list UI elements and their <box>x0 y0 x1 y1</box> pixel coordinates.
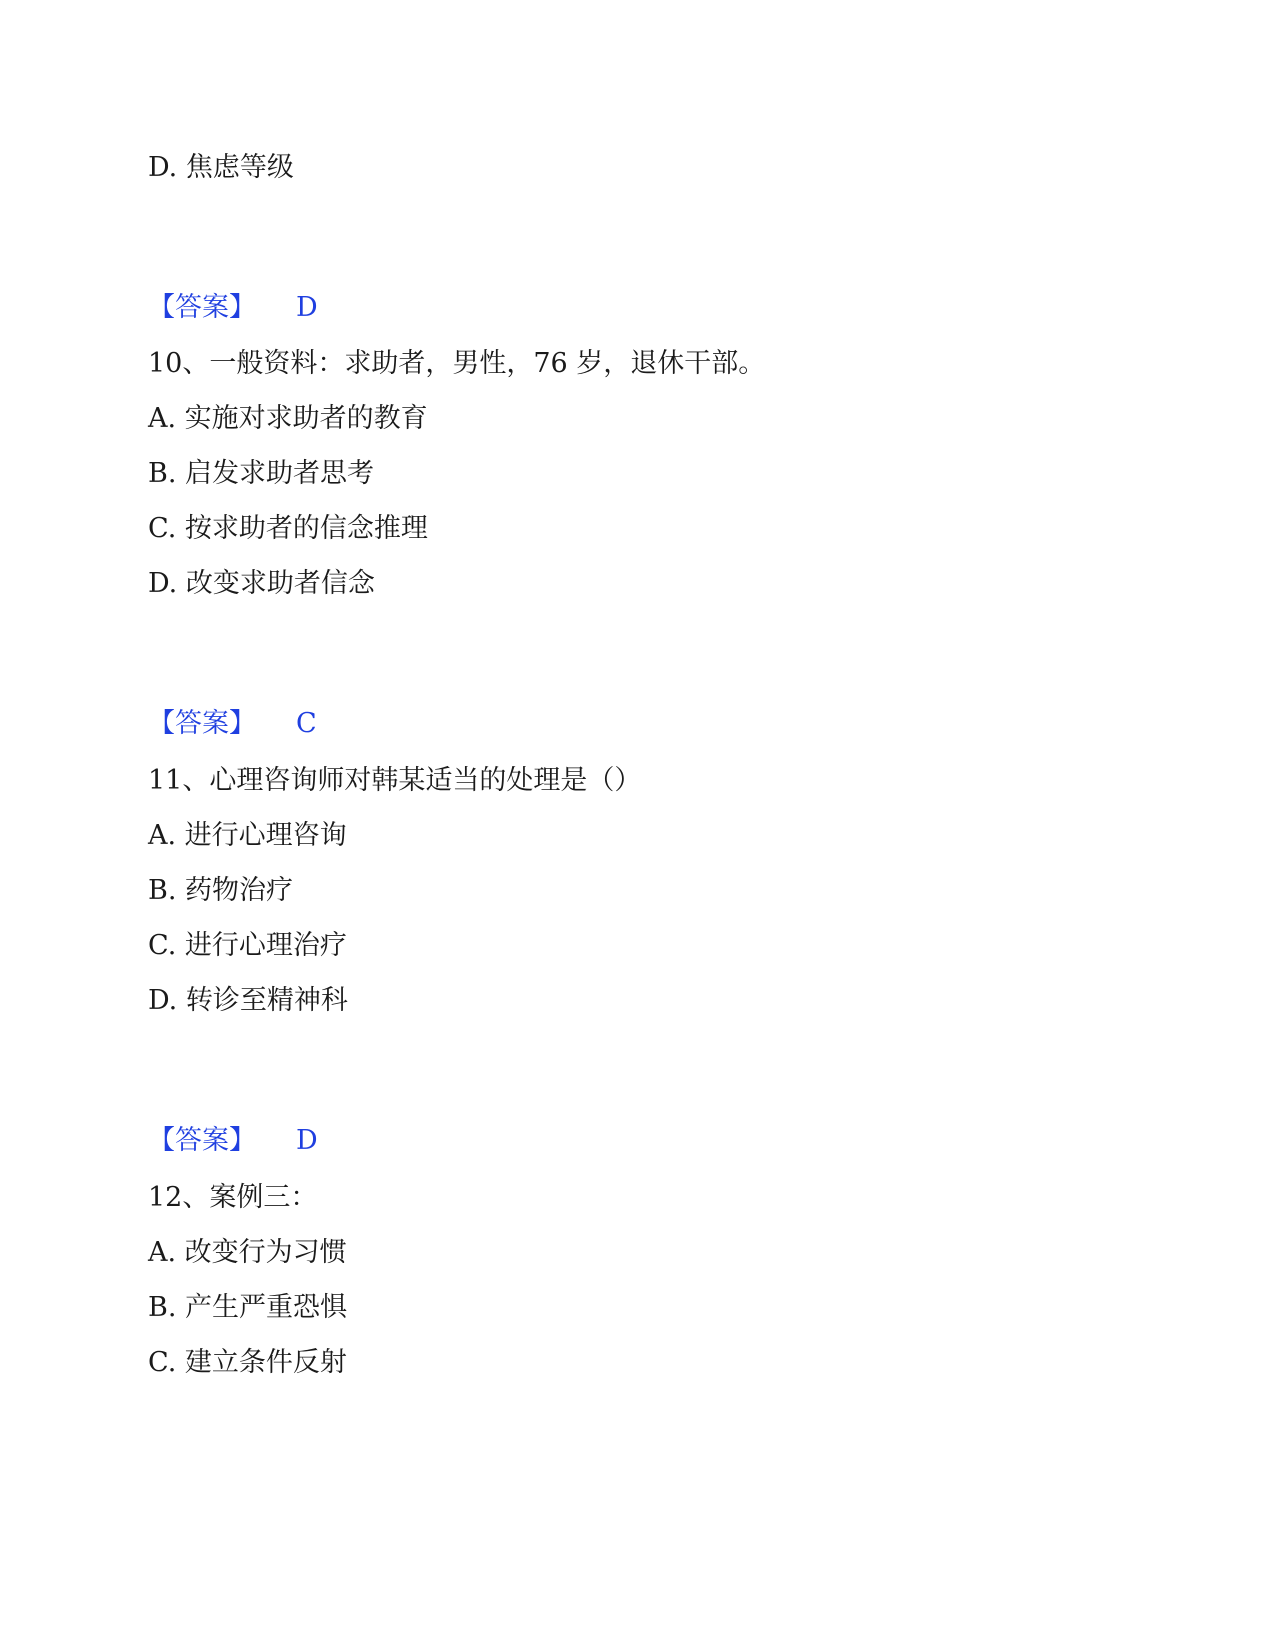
question-stem: 10、一般资料：求助者，男性，76 岁，退休干部。 <box>148 348 766 379</box>
answer-line <box>148 1123 318 1159</box>
option-d: D. 焦虑等级 <box>148 152 294 183</box>
answer-line <box>148 706 317 742</box>
question-stem: 12、案例三： <box>148 1182 318 1213</box>
option-a: A. 进行心理咨询 <box>148 820 347 851</box>
option-a: A. 改变行为习惯 <box>148 1237 347 1268</box>
option-c: C. 进行心理治疗 <box>148 930 347 961</box>
option-b: B. 产生严重恐惧 <box>148 1292 348 1323</box>
option-d: D. 转诊至精神科 <box>148 985 348 1016</box>
answer-label: 【答案】 <box>148 708 256 739</box>
answer-value: C <box>296 708 317 739</box>
answer-value: D <box>296 1125 318 1156</box>
answer-value: D <box>296 292 318 323</box>
answer-label: 【答案】 <box>148 292 256 323</box>
option-b: B. 启发求助者思考 <box>148 458 375 489</box>
option-b: B. 药物治疗 <box>148 875 294 906</box>
answer-label: 【答案】 <box>148 1125 256 1156</box>
option-c: C. 建立条件反射 <box>148 1347 347 1378</box>
option-c: C. 按求助者的信念推理 <box>148 513 428 544</box>
option-a: A. 实施对求助者的教育 <box>148 403 428 434</box>
question-stem: 11、心理咨询师对韩某适当的处理是（） <box>148 765 642 796</box>
option-d: D. 改变求助者信念 <box>148 568 375 599</box>
answer-line <box>148 290 318 326</box>
